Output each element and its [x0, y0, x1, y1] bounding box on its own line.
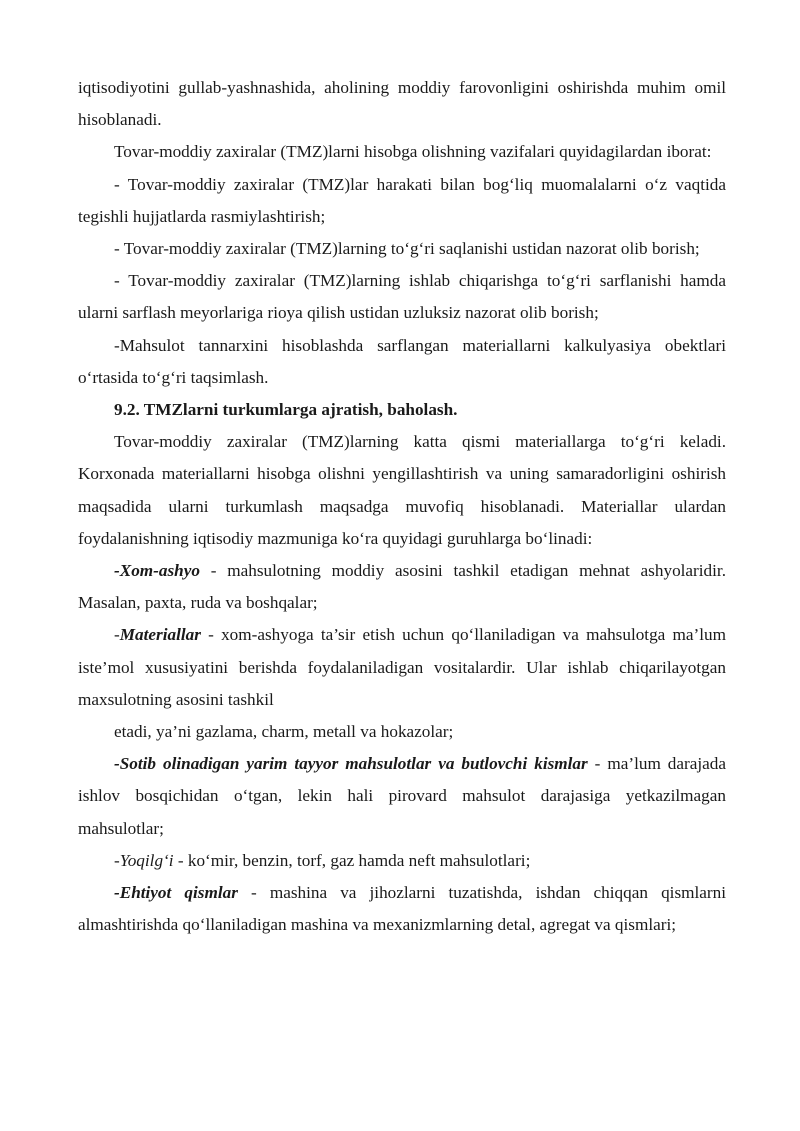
paragraph-intro-continuation: iqtisodiyotini gullab-yashnashida, aholining moddiy farovonligini oshirishda muhim omil hisoblanadi. [78, 78, 726, 130]
definition-raw-materials [78, 555, 726, 619]
section-heading: 9.2. TMZlarni turkumlarga ajratish, baholash. [114, 400, 458, 420]
definition-text: - ma’lum darajada ishlov bosqichidan o‘tgan, lekin hali pirovard mahsulot darajasiga yetkazilmagan mahsulotlar; [78, 754, 726, 838]
definition-semi-finished [78, 748, 726, 845]
definition-prefix: - [114, 625, 120, 645]
definition-materials-continuation: etadi, ya’ni gazlama, charm, metall va hokazolar; [114, 722, 454, 742]
list-item-storage-control: - Tovar-moddiy zaxiralar (TMZ)larning to‘g‘ri saqlanishi ustidan nazorat olib borish; [114, 239, 700, 259]
list-item-documentation: - Tovar-moddiy zaxiralar (TMZ)lar harakati bilan bog‘liq muomalalarni o‘z vaqtida tegishli hujjatlarda rasmiylashtirish; [78, 174, 726, 226]
term-semi-finished: -Sotib olinadigan yarim tayyor mahsulotlar va butlovchi kismlar [114, 754, 588, 774]
term-fuel: -Yoqilg‘i [114, 850, 174, 870]
definition-text: - ko‘mir, benzin, torf, gaz hamda neft mahsulotlari; [173, 850, 531, 870]
term-raw-materials: -Xom-ashyo [114, 561, 200, 581]
paragraph-classification: Tovar-moddiy zaxiralar (TMZ)larning katta qismi materiallarga to‘g‘ri keladi. Korxonada materiallarni hisobga olishni yengillashtirish va uning samaradorligini oshirish maqsadida ularni turkumlash maqsadga muvofiq hisoblanadi. Materiallar ulardan foydalanishning iqtisodiy mazmuniga ko‘ra quyidagi guruhlarga bo‘linadi: [78, 432, 726, 548]
list-item-consumption-control: - Tovar-moddiy zaxiralar (TMZ)larning ishlab chiqarishga to‘g‘ri sarflanishi hamda ularni sarflash meyorlariga rioya qilish ustidan uzluksiz nazorat olib borish; [78, 271, 726, 323]
definition-text: - xom-ashyoga ta’sir etish uchun qo‘llaniladigan va mahsulotga ma’lum iste’mol xususiyatini berishda foydalaniladigan vositalardir. Ular ishlab chiqarilayotgan maxsulotning asosini tashkil [78, 625, 726, 709]
definition-text: - mahsulotning moddiy asosini tashkil etadigan mehnat ashyolaridir. Masalan, paxta, ruda va boshqalar; [78, 561, 726, 613]
definition-fuel [78, 845, 726, 877]
list-item-cost-allocation: -Mahsulot tannarxini hisoblashda sarflangan materiallarni kalkulyasiya obektlari o‘rtasida to‘g‘ri taqsimlash. [78, 335, 726, 387]
paragraph-tasks-intro: Tovar-moddiy zaxiralar (TMZ)larni hisobga olishning vazifalari quyidagilardan iborat: [114, 142, 712, 162]
definition-spare-parts [78, 877, 726, 941]
term-materials: Materiallar [119, 625, 201, 645]
term-spare-parts: -Ehtiyot qismlar [114, 883, 238, 903]
document-page [78, 72, 726, 941]
definition-text: - mashina va jihozlarni tuzatishda, ishdan chiqqan qismlarni almashtirishda qo‘llaniladigan mashina va mexanizmlarning detal, agregat va qismlari; [78, 883, 726, 935]
definition-materials [78, 619, 726, 716]
